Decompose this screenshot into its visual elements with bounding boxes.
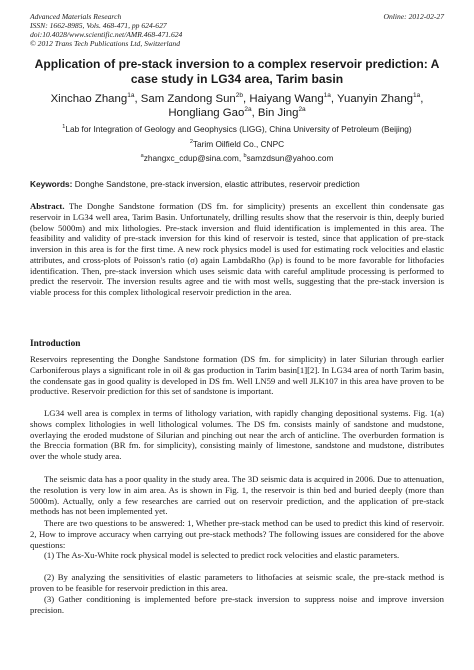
author-affiliation-mark: 2b: [235, 92, 244, 100]
author-name: Hongliang Gao: [168, 107, 245, 119]
author-separator: ,: [134, 93, 141, 105]
email-link[interactable]: zhangxc_cdup@sina.com: [143, 153, 239, 163]
author-name: Bin Jing: [257, 107, 299, 119]
email-mark: b: [243, 153, 247, 160]
copyright-line: © 2012 Trans Tech Publications Ltd, Switzerland: [30, 39, 180, 48]
author-separator: ,: [330, 93, 338, 105]
issn-line: ISSN: 1662-8985, Vols. 468-471, pp 624-627: [30, 21, 167, 30]
intro-list-item: (1) The As-Xu-White rock physical model is selected to predict rock velocities and elastic parameters.: [44, 550, 400, 560]
author-name: Haiyang Wang: [249, 93, 324, 105]
author-affiliation-mark: 2a: [298, 106, 306, 114]
section-heading-introduction: Introduction: [30, 339, 81, 349]
affiliation-2: [28, 139, 446, 149]
doi-line: doi:10.4028/www.scientific.net/AMR.468-471.624: [30, 30, 183, 39]
online-date: Online: 2012-02-27: [383, 12, 444, 21]
affiliation-text: Lab for Integration of Geology and Geophysics (LIGG), China University of Petroleum (Beijing): [65, 124, 412, 134]
author-separator: ,: [420, 93, 424, 105]
author-name: Sam Zandong Sun: [140, 93, 236, 105]
author-separator: ,: [251, 107, 258, 119]
author-name: Xinchao Zhang: [50, 93, 128, 105]
email-line: [28, 153, 446, 163]
affiliation-text: Tarim Oilfield Co., CNPC: [192, 139, 285, 149]
abstract-text: The Donghe Sandstone formation (DS fm. for simplicity) presents an excellent thin condensate gas reservoir in LG34 well area, Tarim Basin. Unfortunately, drilling results show that the reservoir is thin, deeply buried (below 5000m) and mix lithologies. Pre-stack inversion and fluid identification is implemented in this area. The feasibility and validity of pre-stack inversion for this kind of reservoir is tested, since that application of pre-stack inversion in this area is for the first time. A new rock physics model is used for estimating rock velocities and elastic attributes, and cross-plots of Poisson's ratio (σ) again LambdaRho (λρ) is found to be more favorable for lithofacies identification. Then, pre-stack inversion which uses seismic data with careful amplitude processing is performed to predict the reservoir. The inversion results agree and tie with most wells, suggesting that the pre-stack inversion is viable process for this complex lithological reservoir prediction in the area.: [30, 201, 444, 297]
intro-list-item: (2) By analyzing the sensitivities of elastic parameters to lithofacies at seismic scale, the pre-stack method is proven to be feasible for reservoir prediction in this area.: [30, 572, 444, 593]
paper-title: Application of pre-stack inversion to a complex reservoir prediction: A case study in LG34 area, Tarim basin: [34, 57, 440, 86]
affiliation-1: [28, 124, 446, 134]
author-list: [28, 92, 446, 120]
author-separator: ,: [243, 93, 250, 105]
author-affiliation-mark: 1a: [127, 92, 135, 100]
author-affiliation-mark: 1a: [323, 92, 331, 100]
author-affiliation-mark: 1a: [413, 92, 421, 100]
keywords: [30, 179, 444, 189]
intro-paragraph: There are two questions to be answered: 1, Whether pre-stack method can be used to predict this kind of reservoir. 2, How to improve accuracy when carrying out pre-stack methods? The following issues are considered for the above questions:: [30, 518, 444, 550]
journal-name: Advanced Materials Research: [30, 12, 122, 21]
intro-paragraph: LG34 well area is complex in terms of lithology variation, with rapidly changing depositional systems. Fig. 1(a) shows complex lithologies in well lithological volumes. The DS fm. consists mainly of sandstone and mudstone, overlaying the eroded mudstone of Silurian and pinching out near the arch of anticline. The overburden formation is the Breccia formation (BR fm. for simplicity), consisting mainly of limestone, sandstone and mudstone, distributes over the whole study area.: [30, 408, 444, 461]
affiliation-mark: 2: [189, 139, 193, 146]
author-affiliation-mark: 2a: [244, 106, 252, 114]
keywords-label: Keywords:: [30, 179, 73, 189]
email-mark: a: [140, 153, 144, 160]
journal-header: [30, 12, 330, 48]
email-separator: ,: [238, 153, 244, 163]
keywords-text: Donghe Sandstone, pre-stack inversion, elastic attributes, reservoir prediction: [72, 179, 360, 189]
intro-paragraph: The seismic data has a poor quality in the study area. The 3D seismic data is acquired in 2006. Due to attenuation, the resolution is very low in aim area. As is shown in Fig. 1, the reservoir is thin bed and buried deeply (more than 5000m). Actually, only a few researches are carried out on reservoir prediction, and the application of pre-stack methods has not been implemented yet.: [30, 474, 444, 517]
intro-list-item: (3) Gather conditioning is implemented before pre-stack inversion to suppress noise and improve inversion precision.: [30, 594, 444, 615]
email-link[interactable]: samzdsun@yahoo.com: [246, 153, 334, 163]
abstract-label: Abstract.: [30, 201, 65, 211]
abstract: [30, 201, 444, 298]
affiliation-mark: 1: [62, 124, 66, 131]
author-name: Yuanyin Zhang: [337, 93, 414, 105]
intro-paragraph: Reservoirs representing the Donghe Sandstone formation (DS fm. for simplicity) in later Silurian through earlier Carboniferous plays a significant role in oil & gas production in Tarim basin[1][2]. In LG34 area of north Tarim basin, the condensate gas in good quality is developed in DS fm. Well LN59 and well JLK107 in this area have proven to be productive. Reservoir prediction for this set of sandstone is important.: [30, 354, 444, 397]
